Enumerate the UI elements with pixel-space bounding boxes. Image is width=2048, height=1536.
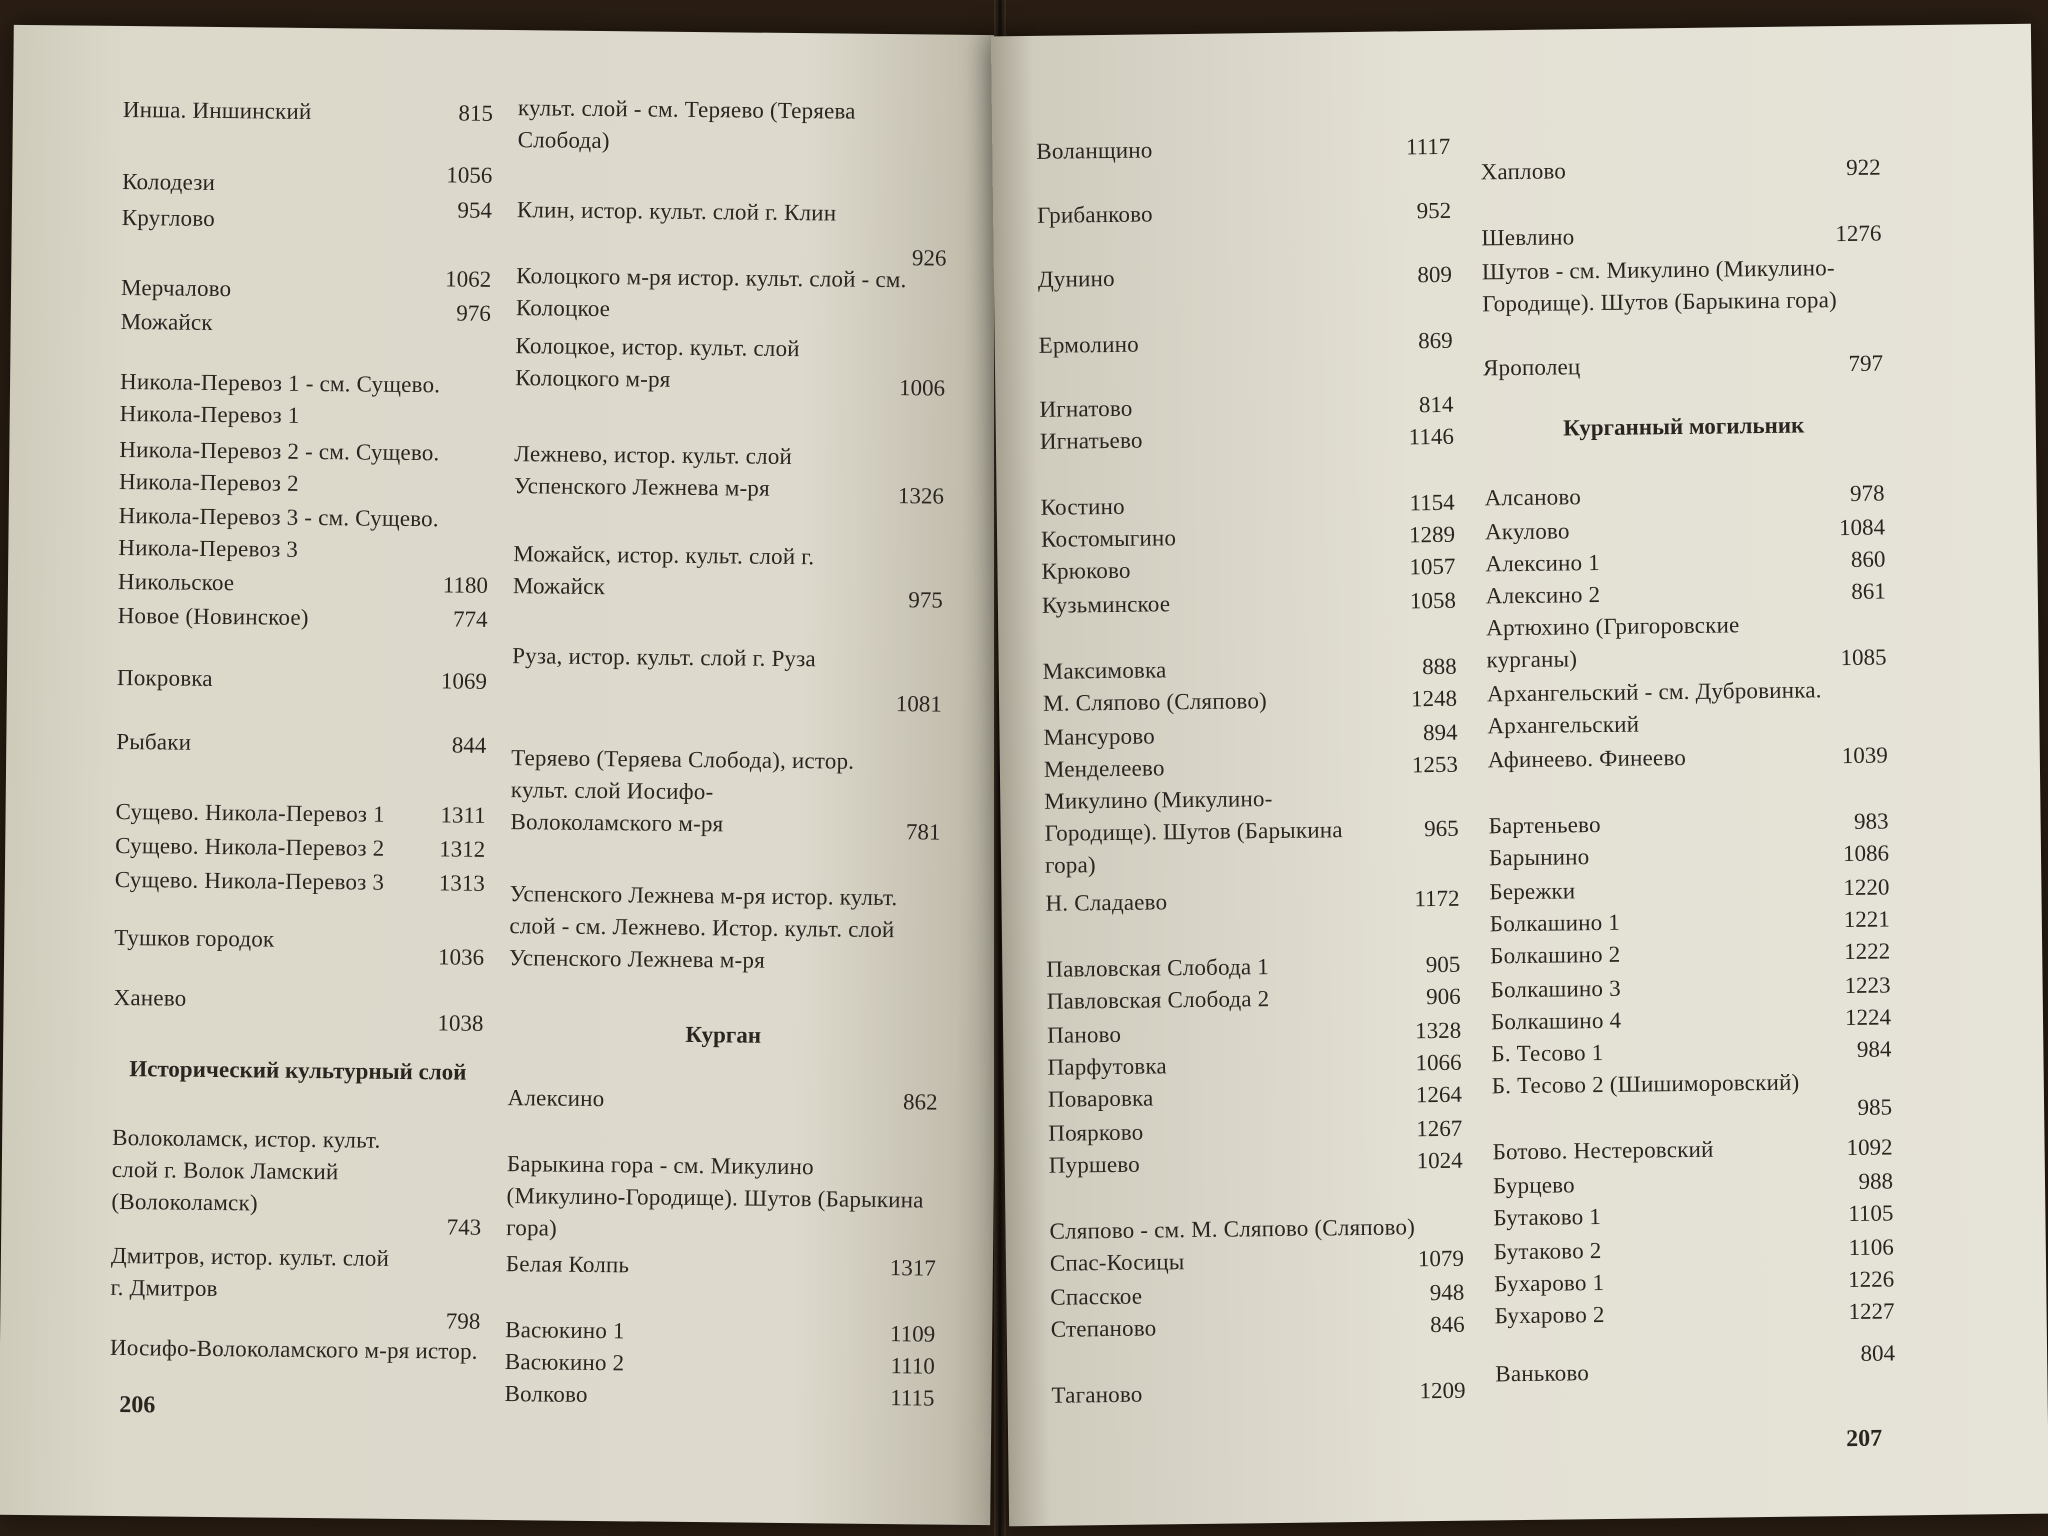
index-entry: [118, 500, 489, 568]
index-entry: [1040, 421, 1454, 458]
index-entry: [513, 438, 945, 509]
entry-name: Костино: [1040, 493, 1125, 520]
entry-name: культ. слой - см. Теряево (Теряева Слобода): [517, 95, 856, 154]
right-page-column-2: [1479, 26, 1896, 1387]
index-entry: [111, 1122, 482, 1240]
index-entry: [516, 260, 947, 328]
entry-name: Ярополец: [1482, 354, 1581, 381]
right-page-column-1: [1035, 31, 1466, 1408]
index-entry: [1491, 1033, 1891, 1070]
entry-number: 774: [453, 606, 488, 632]
entry-name: Пуршево: [1048, 1151, 1141, 1178]
entry-number: 975: [908, 587, 943, 613]
entry-name: Иосифо-Волоколамского м-ря истор.: [109, 1334, 478, 1364]
index-entry: [1495, 1340, 1896, 1390]
entry-name: Руза, истор. культ. слой г. Руза: [512, 643, 817, 672]
index-entry: [116, 726, 486, 762]
entry-number: 984: [1856, 1036, 1892, 1062]
entry-name: Дмитров, истор. культ. слой г. Дмитров: [110, 1242, 390, 1302]
entry-name: Поваровка: [1047, 1085, 1154, 1112]
entry-name: Рыбаки: [116, 728, 192, 755]
entry-name: Н. Сладаево: [1045, 889, 1168, 916]
entry-name: Менделеево: [1043, 755, 1165, 782]
index-entry: [505, 1314, 935, 1351]
index-entry: [1049, 1145, 1463, 1182]
index-entry: [1039, 389, 1453, 426]
entry-name: Васюкино 2: [504, 1349, 625, 1376]
index-entry: [1043, 717, 1457, 754]
entry-number: 1264: [1415, 1081, 1463, 1108]
entry-number: 948: [1429, 1279, 1465, 1306]
entry-number: 1267: [1416, 1115, 1463, 1142]
entry-number: 1058: [1409, 587, 1457, 614]
entry-number: 1062: [445, 266, 492, 292]
entry-number: 1220: [1843, 874, 1890, 901]
entry-name: Афинеево. Финеево: [1487, 744, 1687, 773]
entry-name: Бутаково 2: [1493, 1238, 1602, 1265]
entry-name: Сущево. Никола-Перевоз 3: [114, 866, 385, 895]
entry-name: Б. Тесово 2 (Шишиморовский): [1491, 1069, 1800, 1099]
index-entry: [1492, 1131, 1892, 1168]
entry-number: 781: [905, 819, 941, 845]
entry-name: Сущево. Никола-Перевоз 1: [115, 798, 385, 827]
entry-number: 1226: [1848, 1266, 1895, 1293]
index-entry: [113, 982, 484, 1036]
index-entry: [1493, 1197, 1893, 1234]
entry-number: 1092: [1846, 1134, 1893, 1161]
entry-number: 965: [1423, 815, 1459, 842]
entry-name: Колоцкое, истор. культ. слой Колоцкого м-ря: [515, 333, 800, 392]
entry-name: Белая Колпь: [505, 1251, 630, 1278]
index-entry: [1039, 325, 1453, 362]
index-entry: [1041, 519, 1455, 556]
entry-name: Васюкино 1: [505, 1317, 625, 1344]
index-entry: [512, 640, 942, 717]
index-entry: [119, 434, 490, 502]
entry-number: 1180: [442, 572, 489, 598]
index-entry: [1488, 806, 1888, 843]
left-page-column-1: [109, 26, 494, 1364]
left-page: [0, 25, 1006, 1525]
entry-number: 1006: [898, 375, 946, 401]
entry-name: Бутаково 1: [1493, 1204, 1602, 1231]
index-entry: [117, 600, 487, 636]
entry-number: 844: [451, 732, 487, 758]
entry-number: 1248: [1410, 685, 1458, 712]
index-entry: [1483, 348, 1883, 385]
entry-name: Ханево: [113, 984, 187, 1011]
entry-name: Клин, истор. культ. слой г. Клин: [516, 197, 837, 226]
entry-number: 1117: [1405, 133, 1451, 160]
entry-number: 1109: [889, 1321, 936, 1347]
entry-number: 954: [457, 197, 493, 223]
index-entry: [1490, 903, 1890, 940]
entry-number: 1326: [897, 483, 945, 509]
entry-name: Шевлино: [1481, 224, 1575, 251]
entry-number: 1227: [1848, 1298, 1895, 1325]
index-entry: [1046, 949, 1460, 986]
entry-name: Никола-Перевоз 3 - см. Сущево. Никола-Перевоз 3: [118, 502, 439, 562]
entry-name: Кузьминское: [1041, 591, 1171, 618]
index-entry: [1043, 651, 1457, 688]
entry-number: 1038: [437, 1010, 484, 1036]
entry-number: 1209: [1419, 1377, 1466, 1404]
index-entry: [115, 830, 485, 866]
entry-number: 1086: [1842, 840, 1890, 867]
entry-number: 976: [456, 300, 491, 326]
entry-number: 1311: [440, 802, 486, 828]
entry-number: 1317: [889, 1255, 936, 1281]
entry-number: 1328: [1414, 1017, 1462, 1044]
index-entry: [1489, 871, 1889, 908]
entry-number: 797: [1848, 350, 1884, 376]
entry-name: Болкашино 4: [1490, 1007, 1622, 1035]
entry-name: Таганово: [1051, 1381, 1143, 1408]
entry-name: Паново: [1046, 1021, 1122, 1048]
entry-number: 869: [1418, 327, 1453, 354]
index-entry: [1482, 252, 1883, 321]
entry-number: 1289: [1408, 521, 1456, 548]
entry-name: Парфутовка: [1047, 1053, 1167, 1080]
entry-number: 846: [1430, 1311, 1465, 1338]
entry-name: Микулино (Микулино-Городище). Шутов (Барыкина гора): [1044, 786, 1343, 878]
index-entry: [1481, 218, 1881, 255]
entry-name: Бурцево: [1492, 1172, 1575, 1199]
index-entry: [1050, 1277, 1464, 1314]
entry-number: 952: [1416, 197, 1452, 224]
index-entry: [110, 1240, 481, 1334]
index-entry: [1037, 195, 1451, 232]
entry-name: Барынино: [1488, 844, 1590, 871]
index-entry: [1487, 674, 1888, 743]
index-entry: [1044, 781, 1459, 882]
entry-number: 1039: [1841, 742, 1888, 769]
entry-name: Тушков городок: [114, 924, 275, 952]
index-entry: [509, 878, 940, 978]
entry-number: 1081: [895, 691, 942, 717]
entry-name: Хаплово: [1480, 158, 1567, 185]
entry-number: 1221: [1843, 906, 1890, 933]
entry-name: Лежнево, истор. культ. слой Успенского Лежнева м-ря: [513, 441, 793, 501]
entry-name: Ботово. Нестеровский: [1492, 1136, 1714, 1165]
index-entry: [1045, 883, 1459, 920]
entry-name: Алсаново: [1484, 484, 1582, 511]
entry-name: Акулово: [1484, 518, 1570, 545]
entry-number: 809: [1417, 261, 1453, 288]
entry-name: Никольское: [117, 568, 235, 596]
entry-number: 906: [1426, 983, 1461, 1010]
entry-number: 798: [445, 1308, 481, 1334]
index-entry: [1486, 576, 1886, 613]
index-entry: [1489, 837, 1889, 874]
entry-name: Теряево (Теряева Слобода), истор. культ. слой Иосифо-Волоколамского м-ря: [510, 745, 855, 837]
index-entry: [1047, 981, 1461, 1018]
index-entry: [1038, 259, 1452, 296]
entry-name: Павловская Слобода 1: [1046, 954, 1270, 982]
entry-number: 1115: [890, 1385, 935, 1411]
entry-name: Максимовка: [1042, 657, 1167, 684]
index-entry: [1480, 152, 1880, 189]
entry-number: 1222: [1844, 938, 1891, 965]
index-entry: [1051, 1309, 1465, 1346]
entry-number: 1154: [1409, 489, 1455, 516]
index-entry: [510, 742, 941, 845]
entry-number: 988: [1858, 1168, 1894, 1194]
entry-name: Бережки: [1489, 878, 1576, 905]
section-heading: Исторический культурный слой: [129, 1056, 467, 1085]
entry-number: 1106: [1848, 1234, 1894, 1261]
entry-name: Бухарово 2: [1494, 1302, 1605, 1329]
entry-number: 860: [1850, 546, 1886, 572]
page-number: 207: [1845, 1425, 1883, 1453]
index-entry: [1491, 1001, 1891, 1038]
entry-number: 1056: [446, 162, 493, 188]
entry-number: 1253: [1411, 751, 1459, 778]
index-entry: [1048, 1113, 1462, 1150]
entry-number: 978: [1849, 480, 1885, 506]
entry-number: 1024: [1416, 1147, 1463, 1174]
entry-name: Можайск, истор. культ. слой г. Можайск: [512, 541, 815, 600]
index-entry: [506, 1148, 937, 1248]
entry-number: 926: [911, 245, 947, 271]
index-entry: [1036, 131, 1450, 168]
index-entry: [1043, 683, 1457, 720]
entry-name: Успенского Лежнева м-ря истор. культ. слой - см. Лежнево. Истор. культ. слой Успенского Лежнева м-ря: [508, 881, 898, 973]
entry-number: 1079: [1417, 1245, 1465, 1272]
entry-number: 814: [1418, 391, 1454, 418]
entry-name: М. Сляпово (Сляпово): [1042, 688, 1268, 716]
entry-name: Алексино 2: [1485, 582, 1601, 609]
entry-name: Алексино: [507, 1085, 605, 1112]
index-entry: [1041, 551, 1455, 588]
entry-name: Круглово: [121, 204, 216, 231]
entry-name: Шутов - см. Микулино (Микулино-Городище). Шутов (Барыкина гора): [1481, 255, 1838, 317]
entry-name: Новое (Новинское): [117, 602, 309, 630]
index-entry: [120, 366, 491, 434]
index-entry: [506, 1248, 936, 1285]
index-entry: [1049, 1211, 1463, 1248]
index-entry: [1494, 1263, 1894, 1300]
entry-number: 743: [446, 1214, 482, 1240]
index-entry: [1050, 1243, 1464, 1280]
index-entry: [1488, 740, 1888, 777]
entry-number: 983: [1853, 808, 1889, 834]
entry-name: Степаново: [1050, 1315, 1157, 1342]
entry-number: 1172: [1414, 885, 1460, 912]
entry-number: 815: [458, 100, 494, 126]
index-entry: [517, 92, 948, 160]
entry-number: 1057: [1409, 553, 1456, 580]
entry-name: Колодези: [122, 168, 216, 195]
entry-name: Мансурово: [1043, 723, 1156, 750]
entry-name: Болкашино 2: [1490, 941, 1621, 969]
entry-name: Спасское: [1050, 1283, 1143, 1310]
index-entry: [1485, 512, 1885, 549]
entry-number: 1224: [1844, 1004, 1892, 1031]
entry-number: 1069: [440, 668, 488, 694]
index-entry: [1041, 487, 1455, 524]
entry-number: 1223: [1844, 972, 1891, 999]
index-entry: [114, 922, 485, 970]
index-entry: [504, 1378, 934, 1415]
index-entry: [1486, 608, 1887, 677]
entry-name: Сущево. Никола-Перевоз 2: [115, 832, 385, 861]
index-entry: [1051, 1375, 1465, 1412]
entry-number: 905: [1425, 951, 1461, 978]
index-entry: [115, 796, 485, 832]
section-heading: Курган: [685, 1021, 762, 1048]
section-heading: Курганный могильник: [1563, 412, 1805, 441]
entry-number: 1036: [437, 944, 485, 970]
index-entry: [1484, 478, 1884, 515]
entry-name: Павловская Слобода 2: [1046, 986, 1270, 1014]
entry-number: 1313: [438, 870, 485, 896]
left-page-column-2: [504, 30, 949, 1411]
entry-name: Игнатьево: [1039, 427, 1143, 454]
index-entry: [120, 300, 491, 342]
entry-name: Бухарово 1: [1494, 1270, 1605, 1297]
entry-number: 985: [1857, 1094, 1893, 1120]
index-entry: [1047, 1047, 1461, 1084]
entry-number: 1146: [1408, 423, 1455, 450]
entry-number: 804: [1860, 1340, 1896, 1366]
entry-number: 894: [1422, 719, 1458, 746]
index-entry: [123, 94, 493, 130]
index-entry: [505, 1346, 935, 1383]
index-entry: [122, 162, 493, 202]
entry-name: Артюхино (Григоровские курганы): [1486, 612, 1740, 673]
entry-number: 1105: [1848, 1200, 1894, 1227]
index-entry: [121, 197, 493, 238]
entry-name: Никола-Перевоз 2 - см. Сущево. Никола-Перевоз 2: [118, 436, 440, 496]
index-entry: [516, 194, 947, 271]
entry-name: Инша. Иншинский: [122, 96, 312, 124]
index-entry: [117, 662, 487, 698]
index-entry: [1490, 935, 1890, 972]
entry-name: Ермолино: [1038, 331, 1140, 358]
entry-name: Ваньково: [1495, 1360, 1590, 1387]
entry-name: Б. Тесово 1: [1491, 1040, 1604, 1067]
index-entry: [512, 538, 944, 613]
index-entry: [120, 266, 492, 308]
index-entry: [507, 1082, 937, 1119]
index-entry: [110, 1332, 480, 1368]
entry-name: Спас-Косицы: [1049, 1249, 1185, 1276]
entry-number: 1110: [890, 1353, 935, 1379]
entry-number: 1085: [1840, 644, 1887, 671]
index-entry: [1493, 1165, 1893, 1202]
entry-name: Архангельский - см. Дубровинка. Архангельский: [1486, 677, 1822, 739]
index-entry: [1490, 969, 1890, 1006]
entry-name: Мерчалово: [120, 274, 232, 302]
entry-name: Костомыгино: [1040, 525, 1177, 552]
entry-name: Колоцкого м-ря истор. культ. слой - см. Колоцкое: [515, 263, 907, 322]
page-number: 206: [119, 1392, 156, 1419]
entry-number: 861: [1851, 578, 1886, 604]
entry-name: Воланщино: [1036, 137, 1153, 164]
index-entry: [1494, 1231, 1894, 1268]
entry-number: 862: [902, 1089, 938, 1115]
entry-name: Волоколамск, истор. культ. слой г. Волок Ламский (Волоколамск): [111, 1124, 381, 1216]
index-entry: [115, 864, 485, 900]
index-entry: [515, 330, 946, 401]
index-entry: [1047, 1015, 1461, 1052]
index-entry: [1048, 1079, 1462, 1116]
entry-name: Болкашино 3: [1490, 975, 1621, 1003]
entry-name: Игнатово: [1039, 395, 1133, 422]
entry-name: Бартеньево: [1488, 812, 1601, 839]
entry-name: Барыкина гора - см. Микулино (Микулино-Городище). Шутов (Барыкина гора): [506, 1151, 924, 1241]
entry-name: Дунино: [1037, 265, 1115, 292]
entry-number: 888: [1422, 653, 1457, 680]
entry-name: Алексино 1: [1485, 550, 1601, 577]
entry-name: Сляпово - см. М. Сляпово (Сляпово): [1049, 1214, 1416, 1244]
entry-name: Можайск: [120, 308, 213, 335]
entry-number: 1276: [1835, 220, 1882, 247]
entry-name: Никола-Перевоз 1 - см. Сущево. Никола-Перевоз 1: [119, 368, 441, 428]
entry-name: Покровка: [116, 664, 213, 691]
entry-number: 1084: [1838, 514, 1886, 541]
index-entry: [1485, 544, 1885, 581]
index-entry: [1491, 1065, 1893, 1120]
entry-name: Крюково: [1041, 557, 1131, 584]
entry-name: Болкашино 1: [1489, 909, 1621, 937]
entry-number: 1312: [439, 836, 486, 862]
index-entry: [1494, 1295, 1894, 1332]
entry-number: 922: [1845, 154, 1881, 180]
entry-name: Поярково: [1048, 1119, 1144, 1146]
index-entry: [1044, 749, 1458, 786]
entry-number: 1066: [1415, 1049, 1462, 1076]
right-page: [991, 24, 2048, 1527]
index-entry: [1042, 585, 1456, 622]
entry-name: Волково: [504, 1381, 588, 1407]
entry-name: Грибанково: [1036, 201, 1153, 228]
index-entry: [118, 566, 488, 602]
